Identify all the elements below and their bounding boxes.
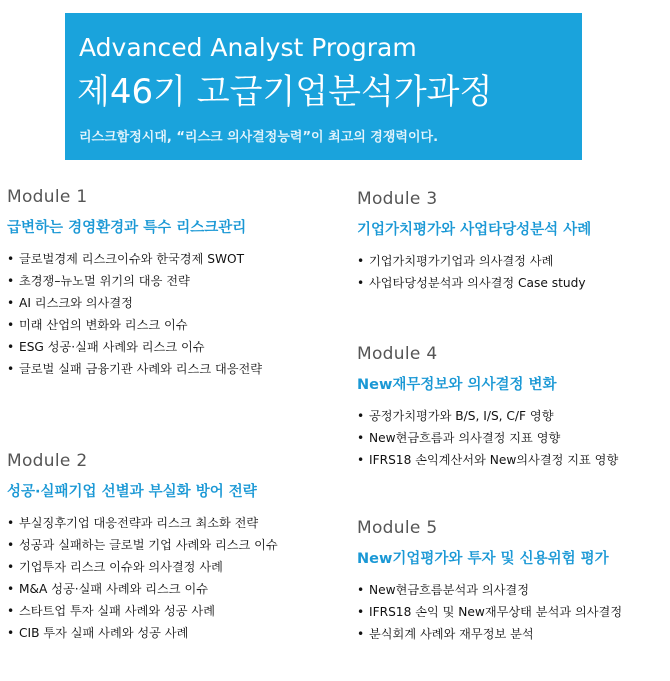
bullet-icon: •: [357, 453, 365, 467]
bullet-icon: •: [7, 274, 15, 288]
topic-item: [7, 578, 278, 600]
bullet-icon: •: [7, 362, 15, 376]
topic-text: 공정가치평가와 B/S, I/S, C/F 영향: [369, 409, 554, 423]
topic-item: [357, 405, 618, 427]
bullet-icon: •: [357, 409, 365, 423]
topic-text: 분식회계 사례와 재무정보 분석: [369, 627, 534, 641]
bullet-icon: •: [7, 582, 15, 596]
bullet-icon: •: [7, 560, 15, 574]
module-topic-list: [7, 512, 278, 644]
module-2: [7, 451, 278, 644]
topic-item: [7, 314, 262, 336]
module-5: [357, 518, 622, 645]
module-title: 기업가치평가와 사업타당성분석 사례: [357, 222, 592, 238]
module-number: Module 2: [7, 451, 88, 471]
topic-text: M&A 성공·실패 사례와 리스크 이슈: [19, 582, 209, 596]
module-number: Module 5: [357, 518, 438, 538]
module-topic-list: [357, 405, 618, 471]
module-3: [357, 189, 591, 294]
module-title: 급변하는 경영환경과 특수 리스크관리: [7, 220, 247, 236]
bullet-icon: •: [357, 254, 365, 268]
topic-text: New현금흐름분석과 의사결정: [369, 583, 529, 597]
module-topic-list: [357, 579, 622, 645]
topic-text: New현금흐름과 의사결정 지표 영향: [369, 431, 561, 445]
topic-item: [7, 270, 262, 292]
topic-item: [7, 336, 262, 358]
program-banner: [65, 13, 582, 160]
module-number: Module 3: [357, 189, 438, 209]
topic-text: 부실징후기업 대응전략과 리스크 최소화 전략: [19, 516, 259, 530]
topic-item: [7, 622, 278, 644]
topic-item: [7, 556, 278, 578]
topic-text: 초경쟁–뉴노멀 위기의 대응 전략: [19, 274, 190, 288]
bullet-icon: •: [357, 627, 365, 641]
topic-item: [357, 250, 591, 272]
topic-text: 성공과 실패하는 글로벌 기업 사례와 리스크 이슈: [19, 538, 278, 552]
bullet-icon: •: [7, 626, 15, 640]
topic-text: 스타트업 투자 실패 사례와 성공 사례: [19, 604, 215, 618]
bullet-icon: •: [7, 252, 15, 266]
topic-item: [357, 449, 618, 471]
module-1: [7, 187, 262, 380]
topic-item: [357, 579, 622, 601]
bullet-icon: •: [357, 605, 365, 619]
module-topic-list: [357, 250, 591, 294]
topic-text: ESG 성공·실패 사례와 리스크 이슈: [19, 340, 205, 354]
topic-item: [357, 623, 622, 645]
topic-item: [357, 601, 622, 623]
banner-title-en: Advanced Analyst Program: [79, 33, 417, 62]
topic-item: [7, 248, 262, 270]
topic-item: [7, 534, 278, 556]
topic-item: [7, 600, 278, 622]
topic-item: [7, 512, 278, 534]
bullet-icon: •: [7, 538, 15, 552]
topic-text: IFRS18 손익계산서와 New의사결정 지표 영향: [369, 453, 619, 467]
bullet-icon: •: [7, 340, 15, 354]
topic-text: AI 리스크와 의사결정: [19, 296, 133, 310]
bullet-icon: •: [7, 516, 15, 530]
module-title: 성공·실패기업 선별과 부실화 방어 전략: [7, 484, 257, 500]
bullet-icon: •: [357, 583, 365, 597]
module-title: New기업평가와 투자 및 신용위험 평가: [357, 551, 609, 567]
module-number: Module 1: [7, 187, 88, 207]
banner-subtitle: 리스크함정시대, “리스크 의사결정능력”이 최고의 경쟁력이다.: [79, 130, 439, 145]
topic-text: 미래 산업의 변화와 리스크 이슈: [19, 318, 188, 332]
topic-text: CIB 투자 실패 사례와 성공 사례: [19, 626, 189, 640]
bullet-icon: •: [357, 276, 365, 290]
bullet-icon: •: [357, 431, 365, 445]
module-number: Module 4: [357, 344, 438, 364]
module-title: New재무정보와 의사결정 변화: [357, 377, 557, 393]
banner-title-ko: 제46기 고급기업분석가과정: [77, 72, 493, 112]
topic-text: 사업타당성분석과 의사결정 Case study: [369, 276, 586, 290]
topic-text: 기업투자 리스크 이슈와 의사결정 사례: [19, 560, 223, 574]
topic-item: [357, 427, 618, 449]
topic-text: 글로벌경제 리스크이슈와 한국경제 SWOT: [19, 252, 245, 266]
bullet-icon: •: [7, 296, 15, 310]
topic-text: 글로벌 실패 금융기관 사례와 리스크 대응전략: [19, 362, 263, 376]
topic-item: [7, 292, 262, 314]
module-topic-list: [7, 248, 262, 380]
topic-text: 기업가치평가기업과 의사결정 사례: [369, 254, 554, 268]
bullet-icon: •: [7, 604, 15, 618]
module-4: [357, 344, 618, 471]
bullet-icon: •: [7, 318, 15, 332]
topic-text: IFRS18 손익 및 New재무상태 분석과 의사결정: [369, 605, 623, 619]
topic-item: [357, 272, 591, 294]
topic-item: [7, 358, 262, 380]
